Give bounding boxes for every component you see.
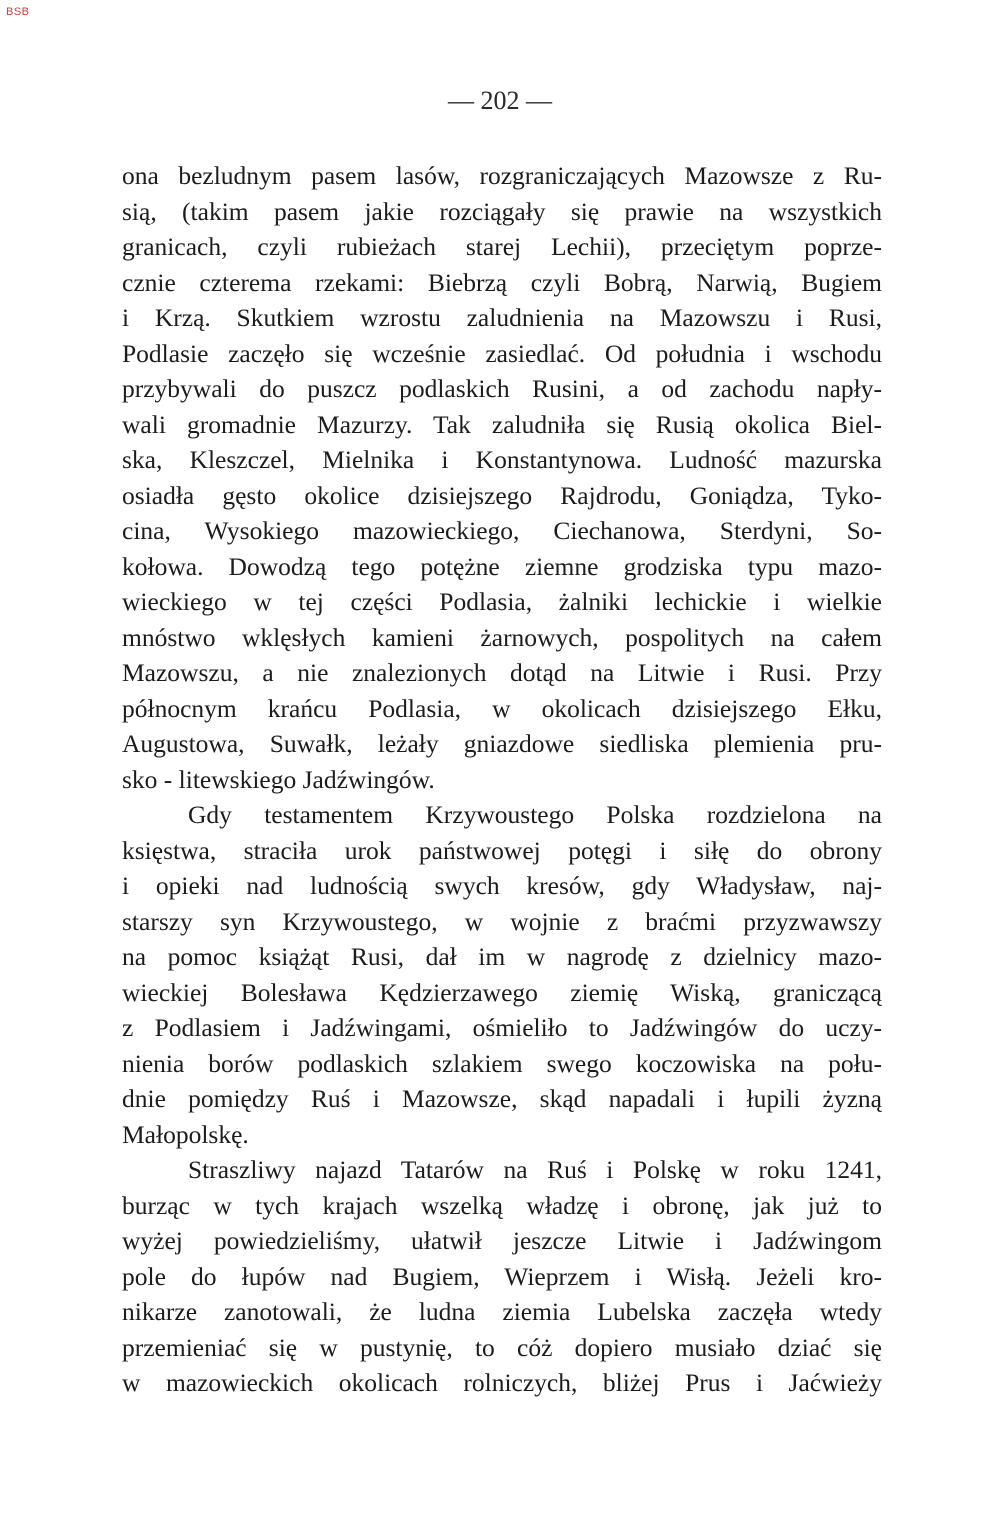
text-line: kołowa. Dowodzą tego potężne ziemne grodziska typu mazo- — [122, 551, 882, 581]
text-line: dnie pomiędzy Ruś i Mazowsze, skąd napadali i łupili żyzną — [122, 1084, 882, 1113]
text-line: z Podlasiem i Jadźwingami, ośmieliło to Jadźwingów do uczy- — [122, 1013, 882, 1042]
text-line: ona bezludnym pasem lasów, rozgraniczających Mazowsze z Ru- — [122, 161, 882, 190]
text-line: wieckiej Bolesława Kędzierzawego ziemię Wiską, graniczącą — [122, 977, 882, 1007]
text-line: granicach, czyli rubieżach starej Lechii), przeciętym poprze- — [122, 232, 882, 261]
text-line: sią, (takim pasem jakie rozciągały się prawie na wszystkich — [122, 196, 882, 226]
text-line: księstwa, straciła urok państwowej potęgi i siłę do obrony — [122, 835, 882, 865]
text-line: Małopolskę. — [122, 1119, 249, 1149]
text-line: cina, Wysokiego mazowieckiego, Ciechanowa, Sterdyni, So- — [122, 516, 882, 545]
text-line: północnym krańcu Podlasia, w okolicach dzisiejszego Ełku, — [122, 693, 882, 723]
text-line: wieckiego w tej części Podlasia, żalniki lechickie i wielkie — [122, 587, 882, 616]
text-line: sko - litewskiego Jadźwingów. — [122, 764, 435, 794]
text-line: Mazowszu, a nie znalezionych dotąd na Litwie i Rusi. Przy — [122, 658, 882, 687]
text-line: Podlasie zaczęło się wcześnie zasiedlać. Od południa i wschodu — [122, 338, 882, 368]
body-text — [122, 158, 882, 1401]
text-line: przybywali do puszcz podlaskich Rusini, a od zachodu napły- — [122, 374, 882, 403]
text-line: ska, Kleszczel, Mielnika i Konstantynowa. Ludność mazurska — [122, 445, 882, 474]
text-line: wyżej powiedzieliśmy, ułatwił jeszcze Litwie i Jadźwingom — [122, 1226, 882, 1255]
text-line: osiadła gęsto okolice dzisiejszego Rajdrodu, Goniądza, Tyko- — [122, 480, 882, 510]
text-line: starszy syn Krzywoustego, w wojnie z braćmi przyzwawszy — [122, 906, 882, 936]
page-number: — 202 — — [448, 86, 552, 115]
text-line: nikarze zanotowali, że ludna ziemia Lubelska zaczęła wtedy — [122, 1297, 882, 1326]
text-line: Gdy testamentem Krzywoustego Polska rozdzielona na — [188, 800, 882, 829]
text-line: mnóstwo wklęsłych kamieni żarnowych, pospolitych na całem — [122, 622, 882, 652]
text-line: burząc w tych krajach wszelką władzę i obronę, jak już to — [122, 1190, 882, 1220]
text-line: Augustowa, Suwałk, leżały gniazdowe siedliska plemienia pru- — [122, 729, 882, 758]
library-stamp: BSB — [6, 6, 30, 18]
text-line: w mazowieckich okolicach rolniczych, bliżej Prus i Jaćwieży — [122, 1368, 882, 1397]
text-line: i opieki nad ludnością swych kresów, gdy Władysław, naj- — [122, 871, 882, 900]
text-line: przemieniać się w pustynię, to cóż dopiero musiało dziać się — [122, 1332, 882, 1362]
text-line: wali gromadnie Mazurzy. Tak zaludniła się Rusią okolica Biel- — [122, 409, 882, 439]
text-line: na pomoc książąt Rusi, dał im w nagrodę z dzielnicy mazo- — [122, 942, 882, 971]
text-line: i Krzą. Skutkiem wzrostu zaludnienia na Mazowszu i Rusi, — [122, 303, 882, 332]
text-line: nienia borów podlaskich szlakiem swego koczowiska na połu- — [122, 1048, 882, 1078]
text-line: Straszliwy najazd Tatarów na Ruś i Polskę w roku 1241, — [188, 1155, 882, 1184]
text-line: cznie czterema rzekami: Biebrzą czyli Bobrą, Narwią, Bugiem — [122, 267, 882, 297]
text-line: pole do łupów nad Bugiem, Wieprzem i Wisłą. Jeżeli kro- — [122, 1261, 882, 1291]
